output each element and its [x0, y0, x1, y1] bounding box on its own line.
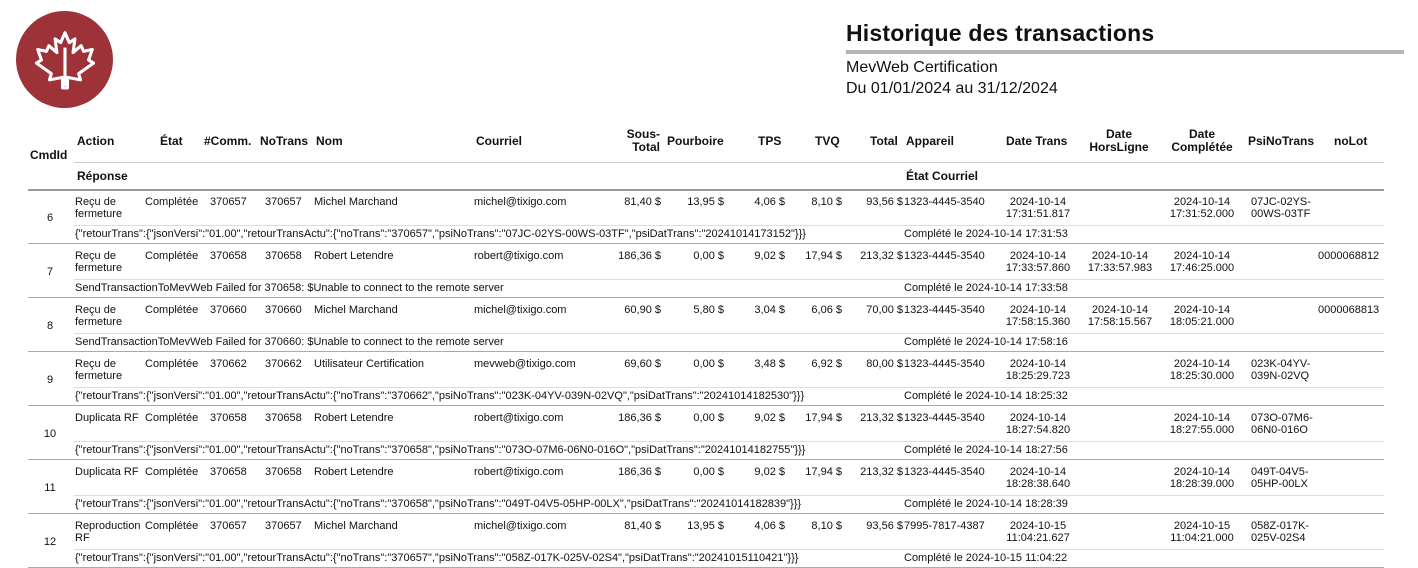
row-action: Reçu de fermeture — [75, 196, 123, 220]
row-datecompletee: 2024-10-14 18:25:30.000 — [1169, 358, 1235, 382]
row-etatcourriel: Complété le 2024-10-14 18:28:39 — [904, 498, 1068, 510]
row-etatcourriel: Complété le 2024-10-14 17:31:53 — [904, 228, 1068, 240]
row-reponse: {"retourTrans":{"jsonVersi":"01.00","retourTransActu":{"noTrans":"370662","psiNoTrans":"023K-04YV-039N-02VQ","psiDatTrans":"20241014182530"}}} — [75, 390, 805, 402]
row-notrans: 370662 — [265, 358, 302, 370]
row-appareil: 1323-4445-3540 — [904, 304, 985, 316]
row-datetrans: 2024-10-15 11:04:21.627 — [1006, 520, 1070, 544]
row-pourboire: 0,00 $ — [693, 250, 724, 262]
row-pourboire: 0,00 $ — [693, 466, 724, 478]
row-reponse: {"retourTrans":{"jsonVersi":"01.00","retourTransActu":{"noTrans":"370657","psiNoTrans":"07JC-02YS-00WS-03TF","psiDatTrans":"20241014173152"}}} — [75, 228, 806, 240]
row-action: Reçu de fermeture — [75, 250, 123, 274]
row-soustotal: 186,36 $ — [618, 466, 661, 478]
row-soustotal: 81,40 $ — [624, 520, 661, 532]
report-header — [846, 18, 1404, 99]
row-total: 70,00 $ — [866, 304, 903, 316]
row-courriel: robert@tixigo.com — [474, 250, 564, 262]
row-reponse: {"retourTrans":{"jsonVersi":"01.00","retourTransActu":{"noTrans":"370657","psiNoTrans":"058Z-017K-025V-02S4","psiDatTrans":"20241015110421"}}} — [75, 552, 799, 564]
col-etat: État — [160, 134, 183, 148]
row-datetrans: 2024-10-14 18:25:29.723 — [1005, 358, 1071, 382]
row-nom: Utilisateur Certification — [314, 358, 425, 370]
row-comm: 370662 — [210, 358, 247, 370]
row-etat: Complétée — [145, 520, 199, 532]
row-reponse: {"retourTrans":{"jsonVersi":"01.00","retourTransActu":{"noTrans":"370658","psiNoTrans":"073O-07M6-06N0-016O","psiDatTrans":"20241014182755"}}} — [75, 444, 806, 456]
row-tps: 4,06 $ — [754, 520, 785, 532]
row-tps: 4,06 $ — [754, 196, 785, 208]
row-notrans: 370657 — [265, 196, 302, 208]
row-psinotrans: 023K-04YV-039N-02VQ — [1251, 358, 1311, 382]
row-comm: 370658 — [210, 412, 247, 424]
row-divider — [74, 333, 1384, 334]
row-datehorsligne: 2024-10-14 17:33:57.983 — [1087, 250, 1153, 274]
row-datecompletee: 2024-10-14 18:05:21.000 — [1169, 304, 1235, 328]
row-notrans: 370658 — [265, 412, 302, 424]
row-nom: Robert Letendre — [314, 250, 394, 262]
row-notrans: 370660 — [265, 304, 302, 316]
title-underline — [846, 50, 1404, 54]
row-bottom-rule — [28, 459, 1384, 460]
row-courriel: mevweb@tixigo.com — [474, 358, 576, 370]
report-subtitle: MevWeb Certification — [846, 59, 998, 76]
col-comm: #Comm. — [204, 134, 252, 148]
row-etat: Complétée — [145, 250, 199, 262]
row-pourboire: 5,80 $ — [693, 304, 724, 316]
row-reponse: SendTransactionToMevWeb Failed for 370658: $Unable to connect to the remote server — [75, 282, 504, 294]
col-reponse: Réponse — [77, 169, 128, 183]
col-action: Action — [77, 134, 115, 148]
row-comm: 370660 — [210, 304, 247, 316]
row-tps: 3,04 $ — [754, 304, 785, 316]
col-datecompletee: Date Complétée — [1171, 127, 1233, 154]
row-datecompletee: 2024-10-14 18:27:55.000 — [1169, 412, 1235, 436]
row-nom: Michel Marchand — [314, 304, 398, 316]
col-etatcourriel: État Courriel — [906, 169, 979, 183]
row-pourboire: 13,95 $ — [687, 196, 724, 208]
row-nom: Michel Marchand — [314, 520, 398, 532]
row-courriel: robert@tixigo.com — [474, 466, 564, 478]
row-etatcourriel: Complété le 2024-10-14 18:27:56 — [904, 444, 1068, 456]
row-tps: 9,02 $ — [754, 412, 785, 424]
row-action: Duplicata RF — [75, 412, 139, 424]
row-tvq: 8,10 $ — [811, 196, 842, 208]
row-action: Reçu de fermeture — [75, 358, 123, 382]
col-cmdid: CmdId — [30, 148, 68, 162]
col-nolot: noLot — [1334, 134, 1368, 148]
logo — [16, 11, 113, 108]
row-appareil: 1323-4445-3540 — [904, 466, 985, 478]
row-nolot: 0000068812 — [1318, 250, 1380, 262]
row-appareil: 1323-4445-3540 — [904, 196, 985, 208]
row-psinotrans: 058Z-017K-025V-02S4 — [1251, 520, 1310, 544]
row-total: 213,32 $ — [860, 466, 903, 478]
row-soustotal: 186,36 $ — [618, 412, 661, 424]
row-datetrans: 2024-10-14 18:28:38.640 — [1005, 466, 1071, 490]
row-comm: 370657 — [210, 520, 247, 532]
col-psinotrans: PsiNoTrans — [1248, 134, 1315, 148]
row-etatcourriel: Complété le 2024-10-14 17:58:16 — [904, 336, 1068, 348]
row-notrans: 370657 — [265, 520, 302, 532]
row-courriel: michel@tixigo.com — [474, 196, 567, 208]
row-action: Reçu de fermeture — [75, 304, 123, 328]
row-etat: Complétée — [145, 304, 199, 316]
row-soustotal: 60,90 $ — [624, 304, 661, 316]
row-total: 213,32 $ — [860, 412, 903, 424]
row-datetrans: 2024-10-14 17:31:51.817 — [1005, 196, 1071, 220]
row-etatcourriel: Complété le 2024-10-14 18:25:32 — [904, 390, 1068, 402]
row-notrans: 370658 — [265, 466, 302, 478]
row-etat: Complétée — [145, 412, 199, 424]
row-divider — [74, 387, 1384, 388]
row-total: 213,32 $ — [860, 250, 903, 262]
row-tps: 3,48 $ — [754, 358, 785, 370]
row-etat: Complétée — [145, 358, 199, 370]
row-tps: 9,02 $ — [754, 466, 785, 478]
row-reponse: {"retourTrans":{"jsonVersi":"01.00","retourTransActu":{"noTrans":"370658","psiNoTrans":"049T-04V5-05HP-00LX","psiDatTrans":"20241014182839"}}} — [75, 498, 802, 510]
col-courriel: Courriel — [476, 134, 523, 148]
row-total: 80,00 $ — [866, 358, 903, 370]
row-psinotrans: 07JC-02YS-00WS-03TF — [1251, 196, 1311, 220]
row-tvq: 17,94 $ — [805, 250, 842, 262]
row-psinotrans: 073O-07M6-06N0-016O — [1251, 412, 1313, 436]
col-nom: Nom — [316, 134, 343, 148]
row-action: Duplicata RF — [75, 466, 139, 478]
row-etat: Complétée — [145, 466, 199, 478]
row-cmdid: 7 — [46, 266, 54, 278]
row-pourboire: 0,00 $ — [693, 412, 724, 424]
row-courriel: michel@tixigo.com — [474, 304, 567, 316]
row-courriel: michel@tixigo.com — [474, 520, 567, 532]
col-datehorsligne: Date HorsLigne — [1089, 127, 1149, 154]
row-divider — [74, 441, 1384, 442]
col-total: Total — [870, 134, 898, 148]
row-tvq: 6,06 $ — [811, 304, 842, 316]
row-nom: Robert Letendre — [314, 466, 394, 478]
header-bottom-rule — [28, 189, 1384, 191]
row-appareil: 1323-4445-3540 — [904, 358, 985, 370]
row-appareil: 7995-7817-4387 — [904, 520, 985, 532]
row-datetrans: 2024-10-14 17:33:57.860 — [1005, 250, 1071, 274]
header-divider — [74, 162, 1384, 163]
row-divider — [74, 549, 1384, 550]
report-title: Historique des transactions — [846, 20, 1155, 46]
row-cmdid: 6 — [46, 212, 54, 224]
row-tvq: 8,10 $ — [811, 520, 842, 532]
row-comm: 370657 — [210, 196, 247, 208]
col-soustotal: Sous-Total — [626, 127, 660, 154]
col-datetrans: Date Trans — [1006, 134, 1068, 148]
row-bottom-rule — [28, 297, 1384, 298]
row-soustotal: 69,60 $ — [624, 358, 661, 370]
row-cmdid: 11 — [44, 482, 56, 494]
row-action: Reproduction RF — [75, 520, 141, 544]
row-bottom-rule — [28, 405, 1384, 406]
maple-leaf-icon — [34, 29, 96, 91]
row-divider — [74, 225, 1384, 226]
row-tvq: 17,94 $ — [805, 412, 842, 424]
report-period: Du 01/01/2024 au 31/12/2024 — [846, 80, 1058, 97]
row-datecompletee: 2024-10-14 17:46:25.000 — [1169, 250, 1235, 274]
row-soustotal: 81,40 $ — [624, 196, 661, 208]
row-nom: Robert Letendre — [314, 412, 394, 424]
row-datecompletee: 2024-10-14 18:28:39.000 — [1169, 466, 1235, 490]
row-divider — [74, 279, 1384, 280]
row-cmdid: 12 — [43, 536, 57, 548]
row-comm: 370658 — [210, 250, 247, 262]
row-bottom-rule — [28, 243, 1384, 244]
row-pourboire: 13,95 $ — [687, 520, 724, 532]
row-cmdid: 9 — [46, 374, 54, 386]
row-nolot: 0000068813 — [1318, 304, 1380, 316]
row-cmdid: 10 — [43, 428, 57, 440]
row-datehorsligne: 2024-10-14 17:58:15.567 — [1087, 304, 1153, 328]
row-psinotrans: 049T-04V5-05HP-00LX — [1251, 466, 1309, 490]
col-pourboire: Pourboire — [667, 134, 724, 148]
row-pourboire: 0,00 $ — [693, 358, 724, 370]
row-total: 93,56 $ — [866, 520, 903, 532]
row-notrans: 370658 — [265, 250, 302, 262]
col-tps: TPS — [758, 134, 782, 148]
row-bottom-rule — [28, 351, 1384, 352]
row-datetrans: 2024-10-14 17:58:15.360 — [1005, 304, 1071, 328]
row-etatcourriel: Complété le 2024-10-14 17:33:58 — [904, 282, 1068, 294]
row-datetrans: 2024-10-14 18:27:54.820 — [1005, 412, 1071, 436]
col-appareil: Appareil — [906, 134, 955, 148]
row-tvq: 6,92 $ — [811, 358, 842, 370]
row-comm: 370658 — [210, 466, 247, 478]
row-bottom-rule — [28, 513, 1384, 514]
col-tvq: TVQ — [815, 134, 840, 148]
row-reponse: SendTransactionToMevWeb Failed for 370660: $Unable to connect to the remote server — [75, 336, 504, 348]
row-datecompletee: 2024-10-14 17:31:52.000 — [1169, 196, 1235, 220]
row-total: 93,56 $ — [866, 196, 903, 208]
row-tps: 9,02 $ — [754, 250, 785, 262]
row-etat: Complétée — [145, 196, 199, 208]
row-appareil: 1323-4445-3540 — [904, 250, 985, 262]
row-tvq: 17,94 $ — [805, 466, 842, 478]
row-datecompletee: 2024-10-15 11:04:21.000 — [1170, 520, 1234, 544]
row-nom: Michel Marchand — [314, 196, 398, 208]
row-courriel: robert@tixigo.com — [474, 412, 564, 424]
row-divider — [74, 495, 1384, 496]
row-soustotal: 186,36 $ — [618, 250, 661, 262]
col-notrans: NoTrans — [260, 134, 309, 148]
row-appareil: 1323-4445-3540 — [904, 412, 985, 424]
row-etatcourriel: Complété le 2024-10-15 11:04:22 — [904, 552, 1068, 564]
row-cmdid: 8 — [46, 320, 54, 332]
